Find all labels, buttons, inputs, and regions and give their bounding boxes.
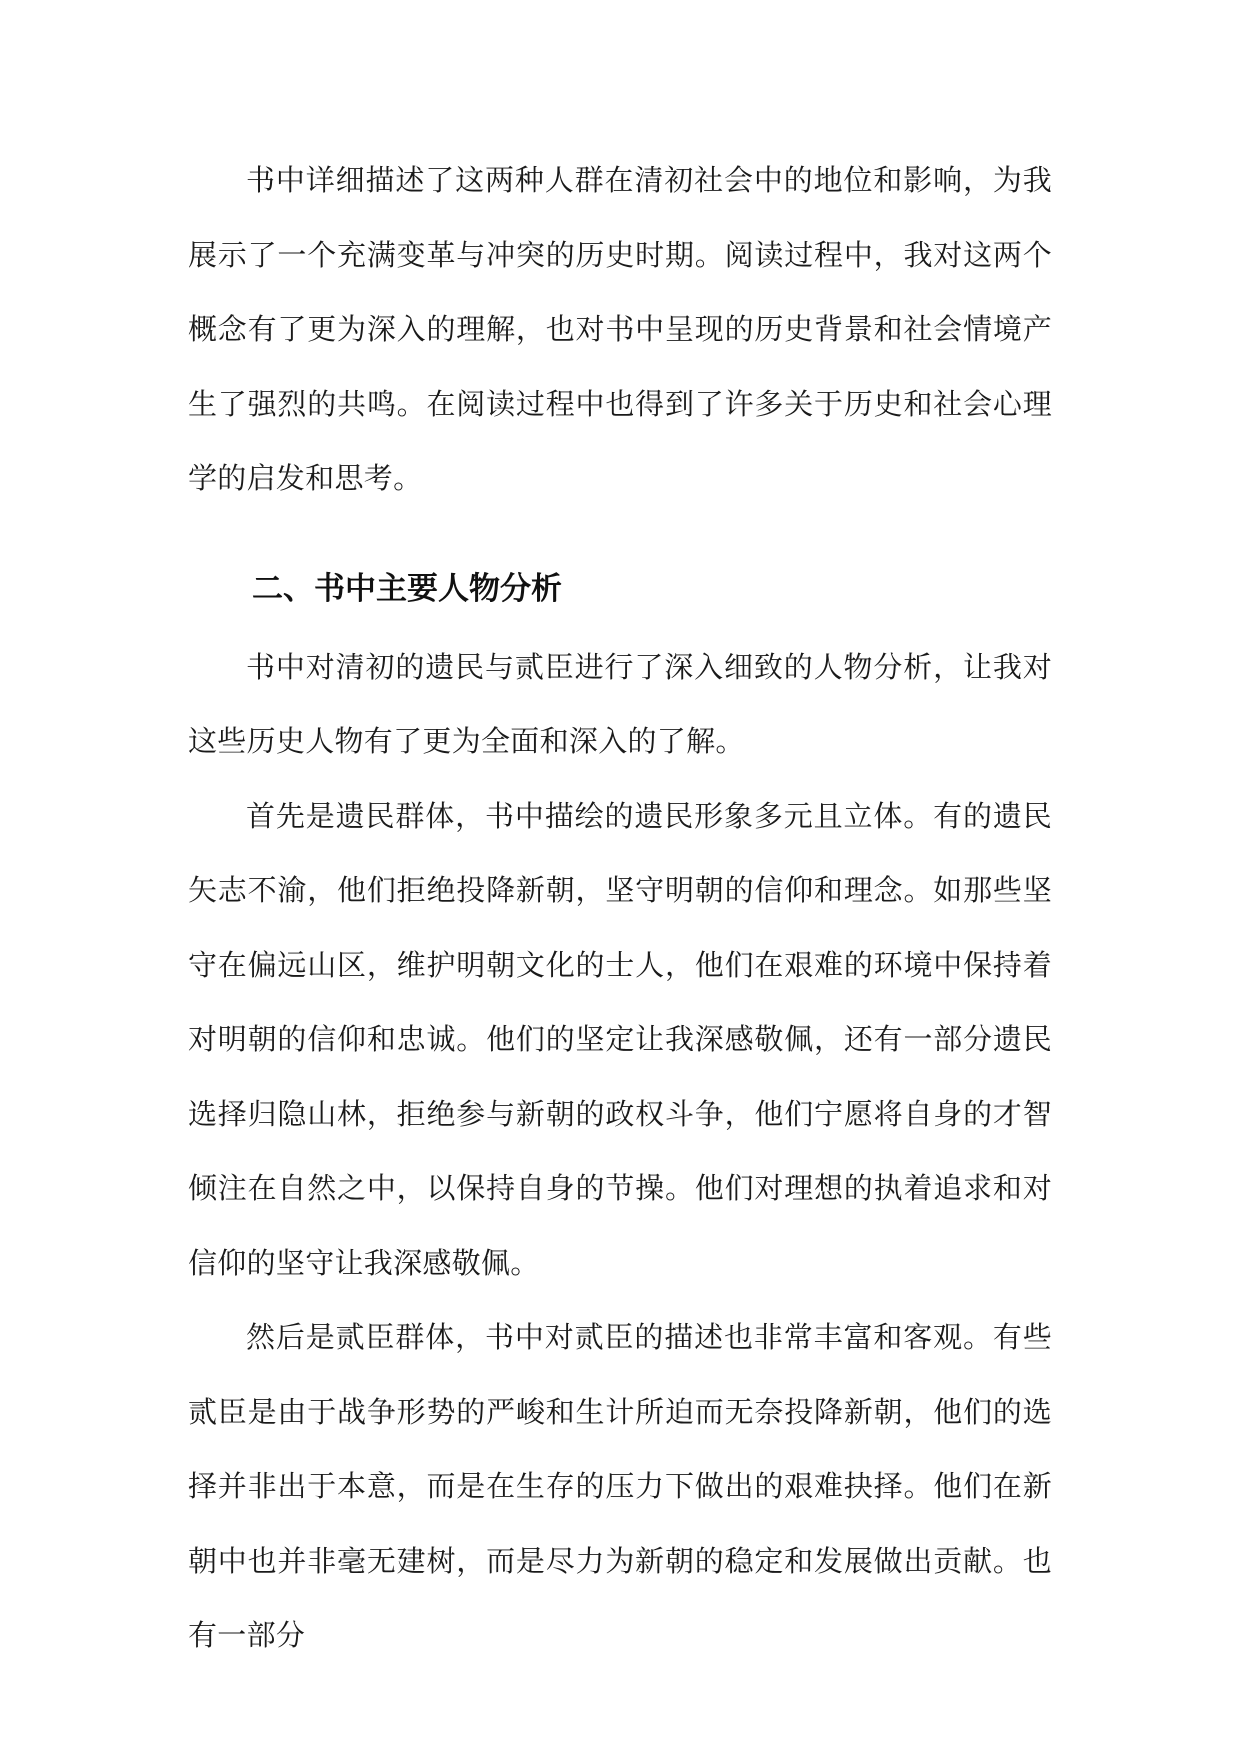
- section-paragraph-2: 首先是遗民群体，书中描绘的遗民形象多元且立体。有的遗民矢志不渝，他们拒绝投降新朝，坚守明朝的信仰和理念。如那些坚守在偏远山区，维护明朝文化的士人，他们在艰难的环境中保持着对明朝的信仰和忠诚。他们的坚定让我深感敬佩，还有一部分遗民选择归隐山林，拒绝参与新朝的政权斗争，他们宁愿将自身的才智倾注在自然之中，以保持自身的节操。他们对理想的执着追求和对信仰的坚守让我深感敬佩。: [188, 798, 1052, 1280]
- section-paragraph-3: 然后是贰臣群体，书中对贰臣的描述也非常丰富和客观。有些贰臣是由于战争形势的严峻和生计所迫而无奈投降新朝，他们的选择并非出于本意，而是在生存的压力下做出的艰难抉择。他们在新朝中也并非毫无建树，而是尽力为新朝的稳定和发展做出贡献。也有一部分: [188, 1320, 1052, 1652]
- section-paragraph-1: 书中对清初的遗民与贰臣进行了深入细致的人物分析，让我对这些历史人物有了更为全面和深入的了解。: [188, 649, 1052, 758]
- section-heading: 二、书中主要人物分析: [252, 570, 562, 607]
- page-body: [188, 143, 1052, 1673]
- intro-paragraph: 书中详细描述了这两种人群在清初社会中的地位和影响，为我展示了一个充满变革与冲突的历史时期。阅读过程中，我对这两个概念有了更为深入的理解，也对书中呈现的历史背景和社会情境产生了强烈的共鸣。在阅读过程中也得到了许多关于历史和社会心理学的启发和思考。: [188, 163, 1052, 495]
